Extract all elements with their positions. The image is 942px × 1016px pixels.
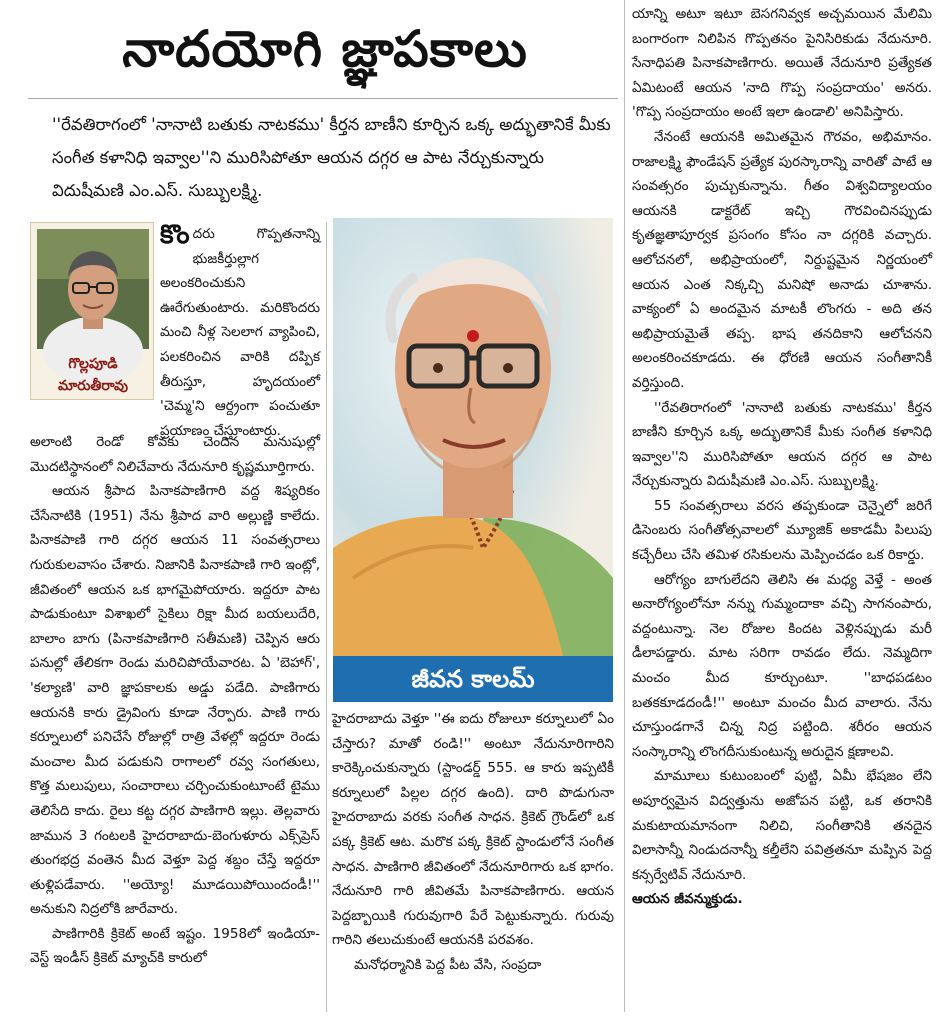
paragraph: అలాంటి రెండో కోవకు చెందిన మనుషుల్లో మొదటిస్థానంలో నిలిచేవారు నేదునూరి కృష్ణమూర్తిగారు. (30, 434, 320, 475)
author-portrait-icon (37, 229, 149, 349)
paragraph: నేనంటే ఆయనకి అమితమైన గౌరవం, అభిమానం. రాజాలక్ష్మి ఫౌండేషన్‌ ప్రత్యేక పురస్కారాన్ని వారితో పాటే ఆ సంవత్సరం పుచ్చుకున్నాను. గీతం విశ్వవిద్యాలయం ఆయనకి డాక్టరేట్‌ ఇచ్చి గౌరవించినప్పుడు కృతజ్ఞతాపూర్వక ప్రసంగం కోసం నా దగ్గరికి వచ్చారు. ఆలోచనలో, అభిప్రాయంలో, నిర్దుష్టమైన నిర్ణయంలో ఆయన ఎంత నిక్కచ్చి మనిషో అనాడు చూశాను. వాక్యంలో ఏ అందమైన మాటకీ లొంగరు - అది తన అభిప్రాయమైతే తప్ప. భాష తనదికాని ఆలోచనని అలంకరించకూడదు. ఈ ధోరణి ఆయన సంగీతానికీ వర్తిస్తుంది. (632, 128, 932, 391)
intro-text: దరు గొప్పతనాన్ని భుజకీర్తుల్లాగ అలంకరించుకుని ఊరేగుతుంటారు. మరికొందరు మంచి నీళ్ల సెలలాగ వ్యాపించి, పలకరించిన వారికి దప్పిక తీరుస్తూ, హృదయంలో 'చెమ్మ'ని ఆర్ద్రంగా పంచుతూ ప్రయాణం చేస్తూంటారు. (160, 226, 320, 439)
headline: నాదయోగి జ్ఞాపకాలు (122, 20, 528, 78)
author-photo (37, 229, 149, 349)
portrait-painting (333, 218, 613, 656)
column-divider (624, 0, 625, 1012)
paragraph: ''రేవతిరాగంలో 'నానాటి బతుకు నాటకము' కీర్తన బాణీని కూర్చిన ఒక్క అద్భుతానికే మీకు సంగీత కళానిధి ఇవ్వాల''ని మురిసిపోతూ ఆయన దగ్గర ఆ పాట నేర్చుకున్నారు విదుషీమణి ఎం.ఎస్‌. సుబ్బులక్ష్మి. (632, 399, 932, 490)
column-label: జీవన కాలమ్ (333, 656, 613, 702)
article-intro (160, 220, 320, 439)
paragraph: పాణిగారికి క్రికెట్‌ అంటే ఇష్టం. 1958లో ఇండియా-వెస్ట్‌ ఇండీస్‌ క్రికెట్‌ మ్యాచ్‌కి కారులో (30, 925, 320, 967)
paragraph: 55 సంవత్సరాలు వరస తప్పకుండా చెన్నైలో జరిగే డిసెంబరు సంగీతోత్సవాలలో మ్యూజిక్‌ అకాడమీ పిలుపు కచ్చేరీలు చేసి తమిళ రసికులను మెప్పించడం ఒక రికార్డు. (632, 497, 932, 564)
painted-portrait-icon (333, 218, 613, 656)
article-column-mid (332, 707, 614, 1012)
paragraph: హైదరాబాదు వెళ్తూ ''ఈ ఐదు రోజులూ కర్నూలులో ఏం చేస్తారు? మాతో రండి!'' అంటూ నేదునూరిగారిని కారెక్కించుకున్నారు (స్టాండర్డ్‌ 555. ఆ కారు ఇప్పటికీ కర్నూలులో పిల్లల దగ్గర ఉంది). దారి పొడుగునా హైదరాబాదు వరకు సంగీత సాధన. క్రికెట్‌ గ్రౌండ్‌లో ఒక పక్క క్రికెట్‌ ఆట. మరొక పక్క క్రికెట్‌ స్టాండులోనే సంగీత సాధన. పాణిగారి జీవితంలో నేదునూరిగారు ఒక భాగం. నేదునూరి గారి జీవితమే పినాకపాణిగారు. ఆయన పెద్దబ్బాయికి గురువుగారి పేరే పెట్టుకున్నారు. గురువు గారిని తలుచుకుంటే ఆయనకి పరవశం. (332, 711, 614, 949)
article-column-left (30, 430, 320, 1010)
column-divider (326, 222, 327, 1012)
dropcap: కొం (160, 220, 190, 250)
author-box (30, 222, 154, 400)
paragraph: యాన్ని అటూ ఇటూ బెసగనివ్వక అచ్చమయిన మేలిమి బంగారంగా నిలిపిన గొప్పతనం పైనిసిరికుడు నేదునూరి. సేనాధిపతి పినాకపాణిగారు. అయితే నేదునూరి ప్రత్యేకత ఏమిటంటే ఆయన 'నాది గొప్ప సంప్రదాయం' అనరు. 'గొప్ప సంప్రదాయం అంటే ఇలా ఉండాలి' అనిపిస్తారు. (632, 6, 932, 121)
deck-quote: ''రేవతిరాగంలో 'నానాటి బతుకు నాటకము' కీర్తన బాణీని కూర్చిన ఒక్క అద్భుతానికే మీకు సంగీత కళానిధి ఇవ్వాల''ని మురిసిపోతూ ఆయన దగ్గర ఆ పాట నేర్చుకున్నారు విదుషీమణి ఎం.ఎస్‌. సుబ్బులక్ష్మి. (52, 115, 611, 200)
paragraph: ఆరోగ్యం బాగులేదని తెలిసి ఈ మధ్య వెళ్తే - అంత అనారోగ్యంలోనూ నన్ను గుమ్మందాకా వచ్చి సాగనంపారు, వద్దంటున్నా. నెల రోజుల కిందట వెళ్లినప్పుడు మరీ డీలాపడ్డారు. మాట సరిగా రావడం లేదు. నెమ్మదిగా మంచం మీద కూర్చుంటూ. ''బాధపడటం బతకకూడదండీ!'' అంటూ మంచం మీద వాలారు. నేను చూస్తుండగానే చిన్న నిద్ర పట్టింది. శరీరం ఆయన సంస్కారాన్ని లొంగదీసుకుంటున్న అరుదైన క్షణాలవి. (632, 571, 932, 760)
divider (28, 98, 618, 99)
paragraph: మనోధర్మానికి పెద్ద పీట వేసి, సంప్రదా (354, 956, 542, 973)
article-column-right (632, 2, 932, 1012)
signoff: ఆయన జీవన్ముక్తుడు. (632, 891, 743, 908)
paragraph: మామూలు కుటుంబంలో పుట్టి, ఏమీ భేషజం లేని అపూర్వమైన విద్వత్తును అజోపన పట్టి, ఒక తరానికి మకుటాయమానంగా నిలిచి, సంగీతానికి తనదైన విలాసాన్నీ నిండుదనాన్నీ కల్తీలేని పవిత్రతనూ మప్పిన పెద్ద కన్సర్వేటివ్‌ నేదునూరి. (632, 768, 932, 883)
paragraph: ఆయన శ్రీపాద పినాకపాణిగారి వద్ద శిష్యరికం చేసేనాటికి (1951) నేను శ్రీపాద వారి అల్లుణ్ణి కాలేదు. పినాకపాణి గారి దగ్గర ఆయన 11 సంవత్సరాలు గురుకులవాసం చేశారు. నిజానికి పినాకపాణి గారి ఇంట్లో, జీవితంలో ఆయన ఒక భాగమైపోయారు. ఇద్దరూ పాట పాడుకుంటూ విశాఖలో సైకిలు రిక్షా మీద బయలుదేరి, బాలాం బాగు (పినాకపాణిగారి సతీమణి) చెప్పిన ఆరు పనుల్లో తేలికగా రెండు మరిచిపోయేవారట. ఏ 'బెహాగ్‌', 'కల్యాణి' వారి జ్ఞాపకాలకు అడ్డు పడేది. పాణిగారు ఆయనకి కారు డ్రైవింగు కూడా నేర్పారు. పాణి గారు కర్నూలులో పనిచేసే రోజుల్లో రాత్రి వేళల్లో ఇద్దరూ రెండు మంచాల మీద పడుకుని రాగాలలో రవ్వ సంగతులు, కొత్త మలుపులు, సంచారాలు చర్చించుకుంటూంటే టైము తెలిసేది కాదు. రైలు కట్ట దగ్గర పాణిగారి ఇల్లు. తెల్లవారు జామున 3 గంటలకి హైదరాబాదు-బెంగుళూరు ఎక్స్‌ప్రెస్‌ తుంగభద్ర వంతెన మీద వెళ్తూ పెద్ద శబ్దం చేస్తే ఇద్దరూ తుళ్లిపడేవారు. ''అయ్యో! మూడయిపోయిందండీ!'' అనుకుని నిద్రలోకి జారేవారు. (30, 483, 320, 918)
author-name: గొల్లపూడి మారుతీరావు (57, 356, 129, 394)
